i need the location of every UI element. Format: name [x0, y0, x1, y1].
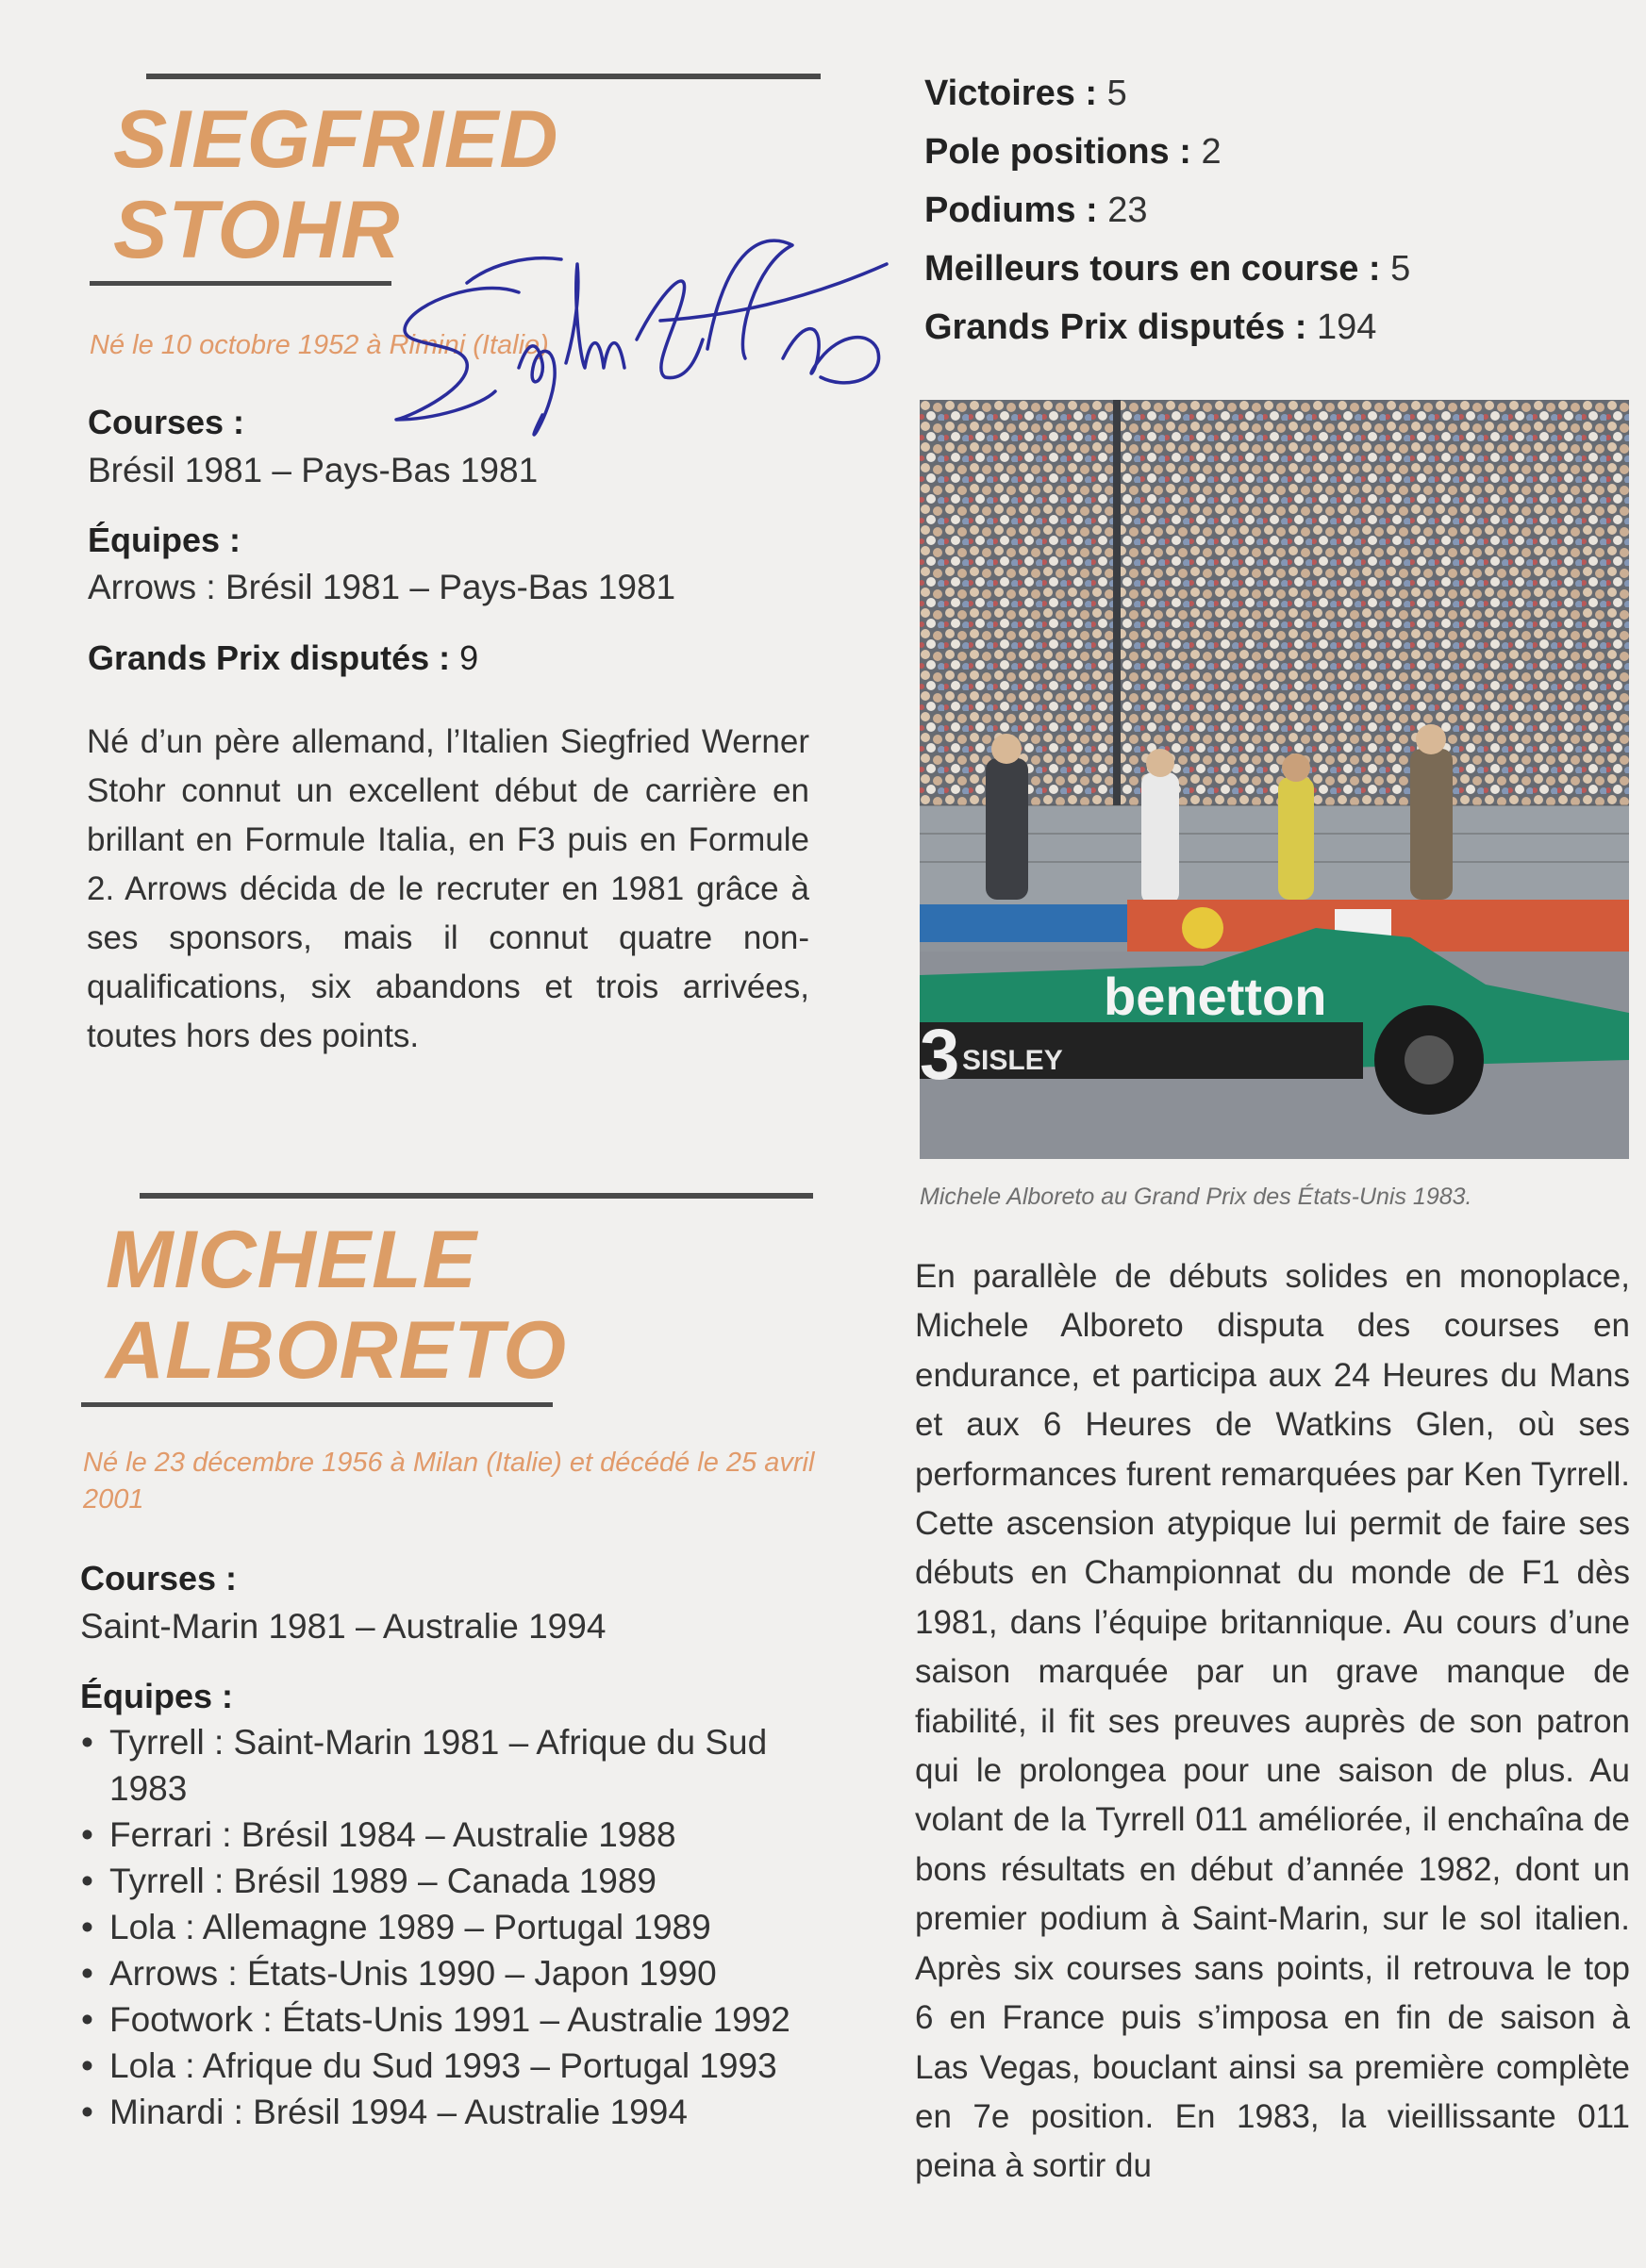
alboreto-name-line1: MICHELE: [106, 1215, 477, 1305]
list-item: • Lola : Allemagne 1989 – Portugal 1989: [79, 1904, 815, 1950]
stat-podiums: Podiums : 23: [924, 190, 1148, 230]
list-item: • Lola : Afrique du Sud 1993 – Portugal 1993: [79, 2043, 815, 2089]
stohr-gp-line: [88, 637, 478, 679]
race-photo-illustration: [920, 400, 1629, 1159]
stat-meilleurs-tours: Meilleurs tours en course : 5: [924, 249, 1411, 289]
list-item: • Arrows : États-Unis 1990 – Japon 1990: [79, 1950, 815, 1996]
stat-pole-positions: Pole positions : 2: [924, 132, 1222, 172]
alboreto-teams-list: [79, 1719, 815, 2135]
stohr-top-rule: [146, 74, 821, 79]
alboreto-birth: Né le 23 décembre 1956 à Milan (Italie) et décédé le 25 avril 2001: [83, 1448, 815, 1515]
car-sponsor-benetton: benetton: [1104, 967, 1327, 1026]
alboreto-bottom-rule: [81, 1402, 553, 1407]
alboreto-courses-label: Courses :: [80, 1559, 238, 1598]
list-item: • Footwork : États-Unis 1991 – Australie 1992: [79, 1996, 815, 2043]
photo-caption: Michele Alboreto au Grand Prix des États-Unis 1983.: [920, 1184, 1472, 1210]
stohr-courses-label: Courses :: [88, 403, 245, 441]
stohr-name-line1: SIEGFRIED: [113, 94, 559, 185]
stohr-bottom-rule: [90, 281, 391, 286]
stohr-courses-value: Brésil 1981 – Pays-Bas 1981: [88, 451, 539, 489]
stohr-equipes-label: Équipes :: [88, 521, 241, 559]
stohr-equipes-value: Arrows : Brésil 1981 – Pays-Bas 1981: [88, 568, 676, 606]
list-item: • Minardi : Brésil 1994 – Australie 1994: [79, 2089, 815, 2135]
alboreto-equipes-label: Équipes :: [80, 1677, 234, 1715]
stat-victoires: Victoires : 5: [924, 74, 1127, 113]
stohr-birth: Né le 10 octobre 1952 à Rimini (Italie): [90, 330, 549, 360]
alboreto-name: [106, 1215, 567, 1396]
stat-grands-prix: Grands Prix disputés : 194: [924, 307, 1377, 347]
car-sponsor-sisley: SISLEY: [962, 1045, 1063, 1076]
list-item: • Ferrari : Brésil 1984 – Australie 1988: [79, 1812, 815, 1858]
list-item: • Tyrrell : Saint-Marin 1981 – Afrique du Sud 1983: [79, 1719, 815, 1812]
alboreto-stats: [924, 64, 1410, 356]
stohr-bio: Né d’un père allemand, l’Italien Siegfried Werner Stohr connut un excellent début de carrière en brillant en Formule Italia, en F3 puis en Formule 2. Arrows décida de le recruter en 1981 grâce à ses sponsors, mais il connut quatre non-qualifications, six abandons et trois arrivées, toutes hors des points.: [87, 723, 809, 1054]
alboreto-top-rule: [140, 1193, 813, 1199]
alboreto-bio: En parallèle de débuts solides en monoplace, Michele Alboreto disputa des courses en endurance, et participa aux 24 Heures du Mans et aux 6 Heures de Watkins Glen, où ses performances furent remarquées par Ken Tyrrell. Cette ascension atypique lui permit de faire ses débuts en Championnat du monde de F1 dès 1981, dans l’équipe britannique. Au cours d’une saison marquée par un grave manque de fiabilité, il fit ses preuves auprès de son patron qui le prolongea pour une saison de plus. Au volant de la Tyrrell 011 améliorée, il enchaîna de bons résultats en début d’année 1982, dont un premier podium à Saint-Marin, sur le sol italien. Après six courses sans points, il retrouva le top 6 en France puis s’imposa en fin de saison à Las Vegas, bouclant ainsi sa première complète en 7e position. En 1983, la vieillissante 011 peina à sortir du: [915, 1258, 1630, 2185]
stohr-gp-label: Grands Prix disputés :: [88, 638, 451, 677]
alboreto-courses-value: Saint-Marin 1981 – Australie 1994: [80, 1607, 607, 1646]
stohr-gp-value: 9: [459, 638, 479, 677]
car-number: 3: [920, 1015, 960, 1095]
stohr-name-line2: STOHR: [113, 185, 401, 275]
race-photo: [920, 400, 1629, 1159]
signature-stohr: [377, 226, 906, 500]
alboreto-name-line2: ALBORETO: [106, 1305, 567, 1396]
list-item: • Tyrrell : Brésil 1989 – Canada 1989: [79, 1858, 815, 1904]
